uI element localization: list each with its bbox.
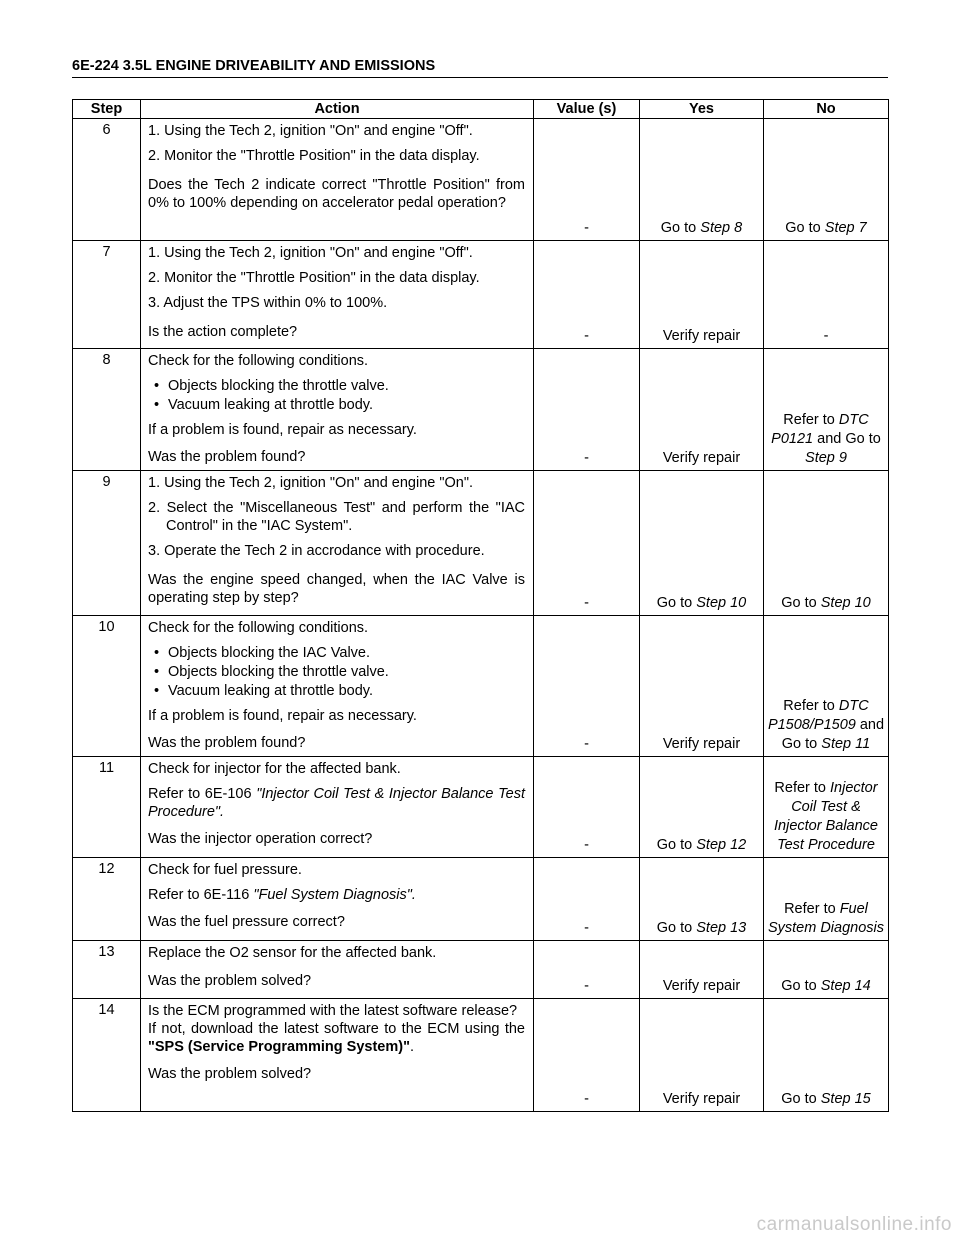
yes-cell	[640, 757, 764, 858]
no-step-link: Step 9	[805, 450, 847, 466]
no-step-link: Step 14	[820, 978, 871, 994]
action-line: 1. Using the Tech 2, ignition "On" and engine "Off".	[148, 245, 473, 261]
action-cell	[141, 858, 534, 941]
action-cell	[141, 471, 534, 616]
watermark: carmanualsonline.info	[756, 1214, 952, 1235]
action-reference	[148, 785, 525, 821]
yes-cell	[640, 471, 764, 616]
action-bullet: • Vacuum leaking at throttle body.	[148, 682, 525, 700]
yes-text: Go to	[656, 595, 697, 611]
no-cell: -	[764, 241, 889, 349]
no-text: Go to	[781, 1091, 821, 1107]
no-text: Go to	[781, 595, 821, 611]
column-header-value: Value (s)	[534, 100, 640, 119]
action-cell	[141, 999, 534, 1112]
step-number: 8	[73, 349, 141, 471]
reference-prefix: Refer to 6E-116	[148, 887, 254, 903]
table-row	[73, 757, 889, 858]
step-number: 12	[73, 858, 141, 941]
table-row	[73, 999, 889, 1112]
action-note: If a problem is found, repair as necessary.	[148, 422, 417, 438]
action-cell	[141, 616, 534, 757]
table-row	[73, 349, 889, 471]
no-cell	[764, 119, 889, 241]
action-cell	[141, 757, 534, 858]
action-line	[148, 1020, 525, 1056]
table-row	[73, 471, 889, 616]
no-dtc-link: DTC P0121	[771, 412, 869, 447]
action-text: If not, download the latest software to the ECM using the	[148, 1021, 525, 1037]
action-line: Check for fuel pressure.	[148, 862, 302, 878]
yes-cell: Verify repair	[640, 999, 764, 1112]
action-cell	[141, 241, 534, 349]
yes-cell	[640, 858, 764, 941]
action-line: 2. Monitor the "Throttle Position" in the data display.	[148, 148, 480, 164]
value-cell: -	[534, 119, 640, 241]
yes-text: Go to	[660, 220, 701, 236]
value-cell: -	[534, 999, 640, 1112]
page-header: 6E-224 3.5L ENGINE DRIVEABILITY AND EMISSIONS	[72, 58, 888, 78]
action-text: .	[409, 1039, 414, 1055]
table-row	[73, 119, 889, 241]
yes-cell	[640, 119, 764, 241]
no-step-link: Step 15	[820, 1091, 871, 1107]
column-header-yes: Yes	[640, 100, 764, 119]
no-step-link: Step 10	[820, 595, 871, 611]
action-question: Is the action complete?	[148, 324, 298, 340]
no-text: Refer to	[774, 780, 831, 796]
action-cell	[141, 119, 534, 241]
action-bullet: • Objects blocking the throttle valve.	[148, 663, 525, 681]
yes-cell: Verify repair	[640, 616, 764, 757]
step-number: 14	[73, 999, 141, 1112]
action-line: 3. Adjust the TPS within 0% to 100%.	[148, 295, 388, 311]
action-line: Check for the following conditions.	[148, 353, 369, 369]
action-line: 2. Select the "Miscellaneous Test" and perform the "IAC Control" in the "IAC System".	[148, 500, 525, 534]
yes-step-link: Step 13	[696, 920, 747, 936]
value-cell: -	[534, 616, 640, 757]
action-bullet: • Vacuum leaking at throttle body.	[148, 396, 525, 414]
yes-cell: Verify repair	[640, 349, 764, 471]
action-bullet: • Objects blocking the IAC Valve.	[148, 644, 525, 662]
step-number: 9	[73, 471, 141, 616]
action-line: Check for the following conditions.	[148, 620, 369, 636]
no-cell	[764, 471, 889, 616]
action-question: Was the engine speed changed, when the IAC Valve is operating step by step?	[148, 572, 525, 606]
table-row	[73, 241, 889, 349]
table-row	[73, 941, 889, 999]
action-line: Replace the O2 sensor for the affected bank.	[148, 945, 437, 961]
no-procedure-link: Injector Coil Test & Injector Balance Test Procedure	[774, 780, 878, 853]
no-text: and Go to	[781, 717, 885, 752]
action-cell	[141, 941, 534, 999]
no-text: Refer to	[783, 412, 839, 428]
no-step-link: Step 7	[824, 220, 867, 236]
value-cell: -	[534, 858, 640, 941]
step-number: 11	[73, 757, 141, 858]
value-cell: -	[534, 241, 640, 349]
column-header-no: No	[764, 100, 889, 119]
step-number: 10	[73, 616, 141, 757]
yes-text: Go to	[656, 920, 697, 936]
action-question: Was the problem solved?	[148, 1066, 312, 1082]
no-text: Go to	[785, 220, 825, 236]
reference-prefix: Refer to 6E-106	[148, 786, 257, 802]
action-line: 1. Using the Tech 2, ignition "On" and engine "On".	[148, 475, 474, 491]
yes-text: Go to	[656, 837, 697, 853]
no-cell	[764, 757, 889, 858]
action-question: Was the fuel pressure correct?	[148, 914, 345, 930]
value-cell: -	[534, 471, 640, 616]
no-cell	[764, 941, 889, 999]
step-number: 13	[73, 941, 141, 999]
step-number: 7	[73, 241, 141, 349]
yes-cell: Verify repair	[640, 241, 764, 349]
no-cell	[764, 858, 889, 941]
action-line: Check for injector for the affected bank.	[148, 761, 401, 777]
action-question: Does the Tech 2 indicate correct "Throttle Position" from 0% to 100% depending on accelerator pedal operation?	[148, 177, 525, 211]
action-note: If a problem is found, repair as necessary.	[148, 708, 417, 724]
sps-reference: "SPS (Service Programming System)"	[148, 1039, 410, 1055]
yes-cell: Verify repair	[640, 941, 764, 999]
column-header-step: Step	[73, 100, 141, 119]
action-line: 1. Using the Tech 2, ignition "On" and engine "Off".	[148, 123, 473, 139]
diagnostic-table	[72, 99, 889, 1112]
action-question: Was the injector operation correct?	[148, 831, 373, 847]
value-cell: -	[534, 941, 640, 999]
no-cell	[764, 616, 889, 757]
step-number: 6	[73, 119, 141, 241]
column-header-action: Action	[141, 100, 534, 119]
no-step-link: Step 11	[821, 736, 871, 752]
action-line: 2. Monitor the "Throttle Position" in the data display.	[148, 270, 480, 286]
no-text: Go to	[781, 978, 821, 994]
no-procedure-link: Fuel System Diagnosis	[767, 901, 885, 936]
action-line: 3. Operate the Tech 2 in accrodance with procedure.	[148, 543, 485, 559]
table-header-row	[73, 100, 889, 119]
reference-title: "Fuel System Diagnosis".	[253, 887, 416, 903]
no-cell	[764, 349, 889, 471]
action-line: Is the ECM programmed with the latest software release?	[148, 1003, 518, 1019]
no-dtc-link: DTC P1508/P1509	[767, 698, 869, 733]
no-text: Refer to	[784, 901, 840, 917]
action-question: Was the problem solved?	[148, 973, 312, 989]
action-question: Was the problem found?	[148, 735, 306, 751]
no-text: and Go to	[813, 431, 881, 447]
action-bullet: • Objects blocking the throttle valve.	[148, 377, 525, 395]
no-cell	[764, 999, 889, 1112]
value-cell: -	[534, 757, 640, 858]
yes-step-link: Step 10	[696, 595, 747, 611]
action-question: Was the problem found?	[148, 449, 306, 465]
reference-title: "Injector Coil Test & Injector Balance Test Procedure".	[148, 786, 525, 820]
action-cell	[141, 349, 534, 471]
yes-step-link: Step 12	[696, 837, 747, 853]
value-cell: -	[534, 349, 640, 471]
table-row	[73, 616, 889, 757]
yes-step-link: Step 8	[700, 220, 743, 236]
no-text: Refer to	[783, 698, 839, 714]
table-row	[73, 858, 889, 941]
action-reference	[148, 886, 525, 904]
